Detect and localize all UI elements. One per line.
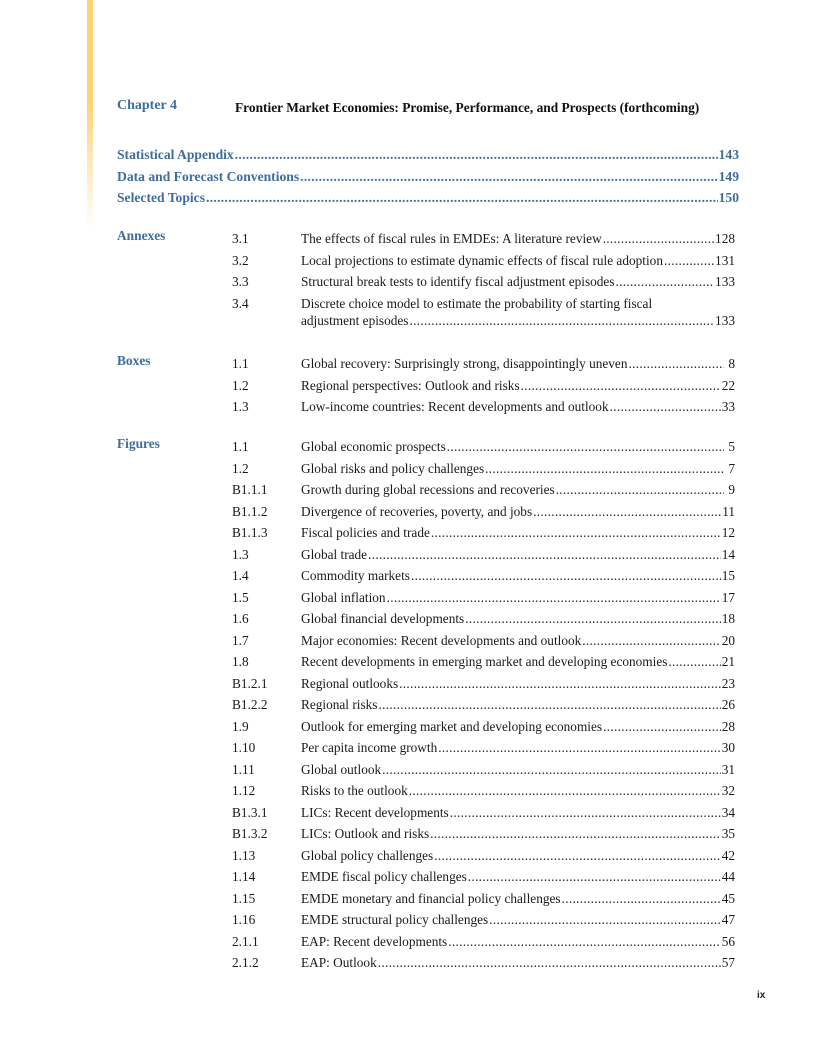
- entry-title: LICs: Outlook and risks: [301, 826, 430, 841]
- list-item[interactable]: [232, 694, 735, 716]
- chapter-title: Frontier Market Economies: Promise, Performance, and Prospects (forthcoming): [235, 100, 700, 115]
- entry-page: 128: [715, 231, 735, 246]
- toc-page: 149: [718, 168, 739, 184]
- entry-number: 2.1.2: [232, 955, 259, 970]
- entry-title: Per capita income growth: [301, 740, 438, 755]
- toc-title: Selected Topics: [117, 190, 205, 205]
- list-item[interactable]: [232, 458, 735, 480]
- entry-page: 21: [721, 654, 735, 669]
- list-item[interactable]: [232, 845, 735, 867]
- entry-number: 3.4: [232, 295, 249, 311]
- entry-number: 1.4: [232, 568, 249, 583]
- entry-number: 3.2: [232, 252, 249, 268]
- list-item[interactable]: [232, 608, 735, 630]
- figures-list: [232, 436, 735, 974]
- entry-title: Global financial developments: [301, 611, 465, 626]
- entry-number: 1.15: [232, 890, 256, 906]
- entry-page: 15: [721, 568, 735, 583]
- list-item[interactable]: [232, 375, 735, 397]
- entry-title: Fiscal policies and trade: [301, 525, 430, 540]
- entry-title: Regional perspectives: Outlook and risks: [301, 377, 520, 393]
- list-item[interactable]: [232, 501, 735, 523]
- entry-page: 9: [728, 482, 735, 497]
- entry-page: 18: [721, 611, 735, 626]
- dot-leader: [235, 147, 718, 163]
- dot-leader: [448, 931, 720, 953]
- entry-title: Global recovery: Surprisingly strong, disappointingly uneven: [301, 356, 628, 371]
- boxes-list: [232, 353, 735, 418]
- dot-leader: [409, 780, 721, 802]
- entry-page: 30: [721, 740, 735, 755]
- entry-page: 35: [721, 826, 735, 841]
- list-item[interactable]: [232, 780, 735, 802]
- entry-title: Global outlook: [301, 761, 382, 777]
- entry-page: 22: [721, 377, 735, 393]
- entry-number: 1.11: [232, 761, 255, 777]
- entry-page: 44: [721, 869, 735, 884]
- entry-page: 20: [721, 632, 735, 648]
- entry-title: Outlook for emerging market and developing economies: [301, 718, 603, 734]
- dot-leader: [489, 909, 720, 931]
- entry-page: 26: [721, 697, 735, 712]
- list-item[interactable]: [232, 250, 735, 272]
- entry-title: Global risks and policy challenges: [301, 460, 485, 476]
- entry-number: 1.6: [232, 611, 249, 626]
- entry-page: 17: [721, 589, 735, 605]
- entry-number: 1.2: [232, 460, 249, 476]
- dot-leader: [582, 630, 720, 652]
- entry-page: 133: [715, 312, 735, 328]
- entry-title: EMDE structural policy challenges: [301, 912, 489, 927]
- entry-title: EAP: Outlook: [301, 955, 377, 970]
- entry-title: Recent developments in emerging market and developing economies: [301, 654, 668, 669]
- entry-title: Global economic prospects: [301, 439, 446, 454]
- annexes-list: [232, 228, 735, 330]
- page-number: ix: [757, 990, 766, 1001]
- entry-number: 1.3: [232, 546, 249, 562]
- entry-number: 1.9: [232, 718, 249, 734]
- entry-page: 133: [715, 274, 735, 289]
- entry-number: 1.8: [232, 654, 249, 669]
- dot-leader: [378, 952, 721, 974]
- list-item[interactable]: [232, 271, 735, 293]
- list-item[interactable]: [232, 544, 735, 566]
- entry-page: 33: [721, 399, 735, 414]
- entry-page: 11: [722, 503, 735, 519]
- entry-title: LICs: Recent developments: [301, 804, 449, 820]
- entry-title: EMDE fiscal policy challenges: [301, 869, 467, 884]
- list-item[interactable]: [232, 866, 735, 888]
- dot-leader: [664, 250, 714, 272]
- entry-number: 1.12: [232, 783, 256, 798]
- list-item[interactable]: [232, 565, 735, 587]
- list-item[interactable]: [232, 353, 735, 375]
- dot-leader: [450, 802, 721, 824]
- decorative-gold-bar: [87, 0, 93, 230]
- entry-number: 1.13: [232, 847, 256, 863]
- list-item[interactable]: [232, 522, 735, 544]
- entry-number: 2.1.1: [232, 933, 259, 949]
- entry-title: Global inflation: [301, 589, 386, 605]
- entry-title: Divergence of recoveries, poverty, and jobs: [301, 503, 533, 519]
- dot-leader: [668, 651, 720, 673]
- entry-title: Global policy challenges: [301, 847, 434, 863]
- chapter-4-row: [117, 98, 737, 118]
- toc-link-statistical-appendix[interactable]: [117, 147, 739, 169]
- entry-title: Major economies: Recent developments and outlook: [301, 632, 582, 648]
- list-item[interactable]: [232, 737, 735, 759]
- entry-number: B1.1.1: [232, 482, 268, 497]
- dot-leader: [556, 479, 724, 501]
- entry-page: 34: [721, 804, 735, 820]
- entry-title: Commodity markets: [301, 568, 410, 583]
- entry-number: 1.14: [232, 869, 256, 884]
- entry-number: B1.2.1: [232, 675, 268, 691]
- dot-leader: [387, 587, 721, 609]
- dot-leader: [521, 375, 721, 397]
- entry-title: Risks to the outlook: [301, 783, 408, 798]
- dot-leader: [562, 888, 721, 910]
- entry-page: 42: [721, 847, 735, 863]
- dot-leader: [378, 694, 720, 716]
- entry-title-line1: Discrete choice model to estimate the probability of starting fiscal: [301, 295, 653, 311]
- list-item[interactable]: [232, 931, 735, 953]
- dot-leader: [465, 608, 720, 630]
- entry-number: 3.3: [232, 274, 249, 289]
- entry-number: 1.1: [232, 439, 249, 454]
- dot-leader: [616, 271, 715, 293]
- entry-number: 1.7: [232, 632, 249, 648]
- entry-number: 1.5: [232, 589, 249, 605]
- dot-leader: [434, 845, 721, 867]
- list-item[interactable]: [232, 587, 735, 609]
- entry-page: 45: [721, 890, 735, 906]
- entry-number: 1.16: [232, 912, 256, 927]
- entry-title: Global trade: [301, 546, 368, 562]
- entry-page: 12: [721, 525, 735, 540]
- dot-leader: [468, 866, 721, 888]
- list-item[interactable]: [232, 716, 735, 738]
- dot-leader: [300, 169, 717, 185]
- entry-title: Growth during global recessions and recoveries: [301, 482, 555, 497]
- dot-leader: [603, 228, 714, 250]
- toc-link-data-and-forecast-conventions[interactable]: [117, 169, 739, 191]
- section-label-figures: Figures: [117, 436, 160, 451]
- dot-leader: [533, 501, 721, 523]
- main-toc: [117, 147, 739, 212]
- dot-leader: [610, 396, 721, 418]
- entry-title: EAP: Recent developments: [301, 933, 448, 949]
- section-label-boxes: Boxes: [117, 353, 151, 368]
- entry-page: 32: [721, 783, 735, 798]
- entry-page: 57: [721, 955, 735, 970]
- entry-title: Local projections to estimate dynamic effects of fiscal rule adoption: [301, 252, 663, 268]
- list-item[interactable]: [232, 228, 735, 250]
- entry-number: 3.1: [232, 231, 249, 246]
- entry-page: 56: [721, 933, 735, 949]
- dot-leader: [603, 716, 721, 738]
- entry-page: 7: [728, 460, 735, 476]
- toc-title: Statistical Appendix: [117, 147, 234, 162]
- dot-leader: [628, 353, 724, 375]
- entry-page: 47: [721, 912, 735, 927]
- list-item[interactable]: [232, 630, 735, 652]
- dot-leader: [438, 737, 720, 759]
- entry-page: 8: [728, 356, 735, 371]
- toc-page: 150: [718, 190, 739, 205]
- entry-title: Regional outlooks: [301, 675, 399, 691]
- entry-number: 1.2: [232, 377, 249, 393]
- entry-number: B1.1.3: [232, 525, 268, 540]
- list-item[interactable]: [232, 396, 735, 418]
- entry-number: 1.3: [232, 399, 249, 414]
- entry-title: Regional risks: [301, 697, 378, 712]
- entry-number: B1.3.2: [232, 826, 268, 841]
- dot-leader: [485, 458, 724, 480]
- entry-page: 5: [728, 439, 735, 454]
- list-item[interactable]: [232, 802, 735, 824]
- dot-leader: [382, 759, 721, 781]
- dot-leader: [411, 565, 721, 587]
- toc-link-selected-topics[interactable]: [117, 190, 739, 212]
- dot-leader: [431, 522, 721, 544]
- list-item[interactable]: [232, 479, 735, 501]
- entry-page: 28: [721, 718, 735, 734]
- entry-number: B1.1.2: [232, 503, 268, 519]
- section-label-annexes: Annexes: [117, 228, 166, 243]
- list-item[interactable]: [232, 673, 735, 695]
- entry-title: adjustment episodes: [301, 312, 409, 328]
- dot-leader: [206, 190, 718, 206]
- list-item[interactable]: [232, 293, 735, 330]
- entry-title: Low-income countries: Recent developments and outlook: [301, 399, 609, 414]
- list-item[interactable]: [232, 909, 735, 931]
- entry-page: 31: [721, 761, 735, 777]
- entry-number: 1.10: [232, 740, 256, 755]
- entry-page: 131: [715, 252, 735, 268]
- dot-leader: [368, 544, 721, 566]
- entry-number: B1.2.2: [232, 697, 268, 712]
- entry-number: 1.1: [232, 356, 249, 371]
- list-item[interactable]: [232, 651, 735, 673]
- dot-leader: [430, 823, 721, 845]
- list-item[interactable]: [232, 823, 735, 845]
- dot-leader: [399, 673, 721, 695]
- list-item[interactable]: [232, 952, 735, 974]
- toc-title: Data and Forecast Conventions: [117, 168, 300, 184]
- list-item[interactable]: [232, 888, 735, 910]
- dot-leader: [409, 312, 714, 330]
- list-item[interactable]: [232, 759, 735, 781]
- entry-page: 14: [721, 546, 735, 562]
- entry-number: B1.3.1: [232, 804, 268, 820]
- list-item[interactable]: [232, 436, 735, 458]
- entry-page: 23: [721, 675, 735, 691]
- dot-leader: [447, 436, 724, 458]
- entry-title: The effects of fiscal rules in EMDEs: A literature review: [301, 231, 602, 246]
- entry-title: EMDE monetary and financial policy challenges: [301, 890, 561, 906]
- chapter-label: Chapter 4: [117, 98, 178, 113]
- entry-title: Structural break tests to identify fiscal adjustment episodes: [301, 274, 615, 289]
- toc-page: 143: [718, 147, 739, 162]
